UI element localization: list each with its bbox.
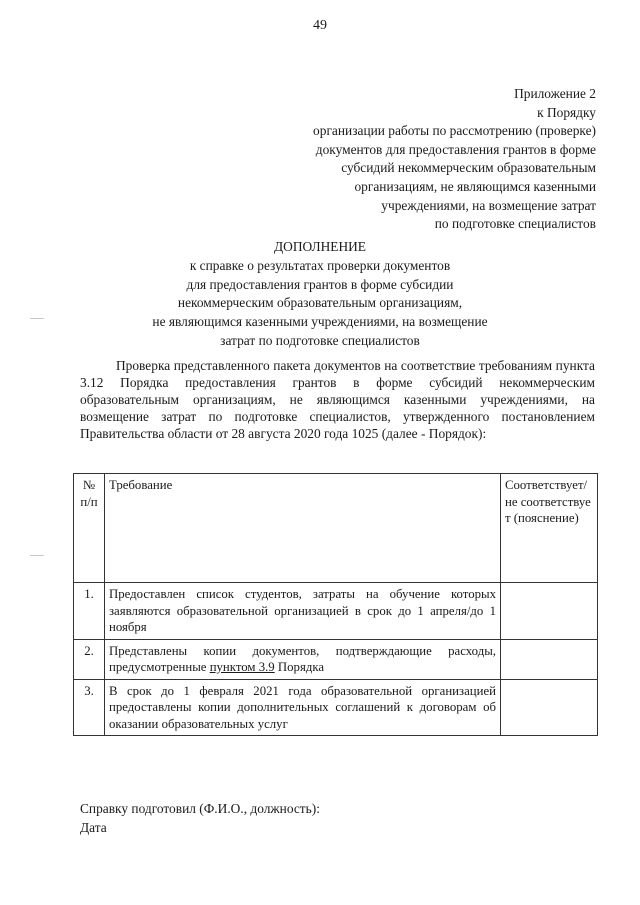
- row-status: [501, 679, 598, 736]
- row-requirement-text: Представлены копии документов, подтверждающие расходы, предусмотренные: [109, 643, 496, 674]
- table-row: [74, 583, 598, 640]
- page-number: 49: [313, 18, 327, 33]
- punch-mark: [30, 555, 44, 556]
- header-status: Соответствует/не соответствует (пояснение): [501, 474, 598, 583]
- footer-block: [80, 800, 320, 837]
- title-line: не являющимся казенными учреждениями, на возмещение: [152, 314, 488, 330]
- title-line: затрат по подготовке специалистов: [220, 332, 420, 348]
- title-line: к справке о результатах проверки документов: [189, 257, 451, 273]
- document-title: [40, 238, 600, 351]
- appendix-line: документов для предоставления грантов в форме: [315, 141, 596, 157]
- table-header-row: [74, 474, 598, 583]
- appendix-line: субсидий некоммерческим образовательным: [341, 160, 596, 176]
- table-row: [74, 639, 598, 679]
- intro-text: Проверка представленного пакета документов на соответствие требованиям пункта 3.12 Порядка предоставления грантов в форме субсидий некоммерческим образовательным организациям, не являющимся казенными учреждениями, на возмещение затрат по подготовке специалистов, утвержденного постановлением Правительства области от 28 августа 2020 года 1025 (далее - Порядок):: [80, 358, 595, 441]
- header-requirement: Требование: [105, 474, 501, 583]
- clause-link[interactable]: пунктом 3.9: [209, 660, 275, 674]
- appendix-line: Приложение 2: [514, 86, 596, 101]
- row-requirement: В срок до 1 февраля 2021 года образовательной организацией предоставлены копии дополнительных соглашений к договорам об оказании образовательных услуг: [105, 679, 501, 736]
- table-row: [74, 679, 598, 736]
- header-num: № п/п: [74, 474, 105, 583]
- row-requirement: Предоставлен список студентов, затраты на обучение которых заявляются образовательной организацией в срок до 1 апреля/до 1 ноября: [105, 583, 501, 640]
- appendix-block: [216, 85, 596, 234]
- row-status: [501, 639, 598, 679]
- appendix-line: по подготовке специалистов: [434, 216, 596, 232]
- title-line: некоммерческим образовательным организациям,: [177, 295, 463, 311]
- appendix-line: к Порядку: [537, 104, 596, 120]
- title-heading: ДОПОЛНЕНИЕ: [274, 239, 366, 254]
- appendix-line: организации работы по рассмотрению (проверке): [313, 123, 596, 139]
- requirements-table: [73, 473, 598, 736]
- date-label: Дата: [80, 819, 107, 835]
- row-num: 3.: [74, 679, 105, 736]
- row-requirement: [105, 639, 501, 679]
- row-requirement-text: Порядка: [274, 660, 325, 674]
- appendix-line: организациям, не являющимся казенными: [354, 178, 596, 194]
- prepared-by-label: Справку подготовил (Ф.И.О., должность):: [80, 801, 320, 816]
- intro-paragraph: [80, 357, 595, 442]
- punch-mark: [30, 318, 44, 319]
- appendix-line: учреждениями, на возмещение затрат: [381, 197, 596, 213]
- row-status: [501, 583, 598, 640]
- row-num: 1.: [74, 583, 105, 640]
- title-line: для предоставления грантов в форме субсидии: [186, 276, 454, 292]
- row-num: 2.: [74, 639, 105, 679]
